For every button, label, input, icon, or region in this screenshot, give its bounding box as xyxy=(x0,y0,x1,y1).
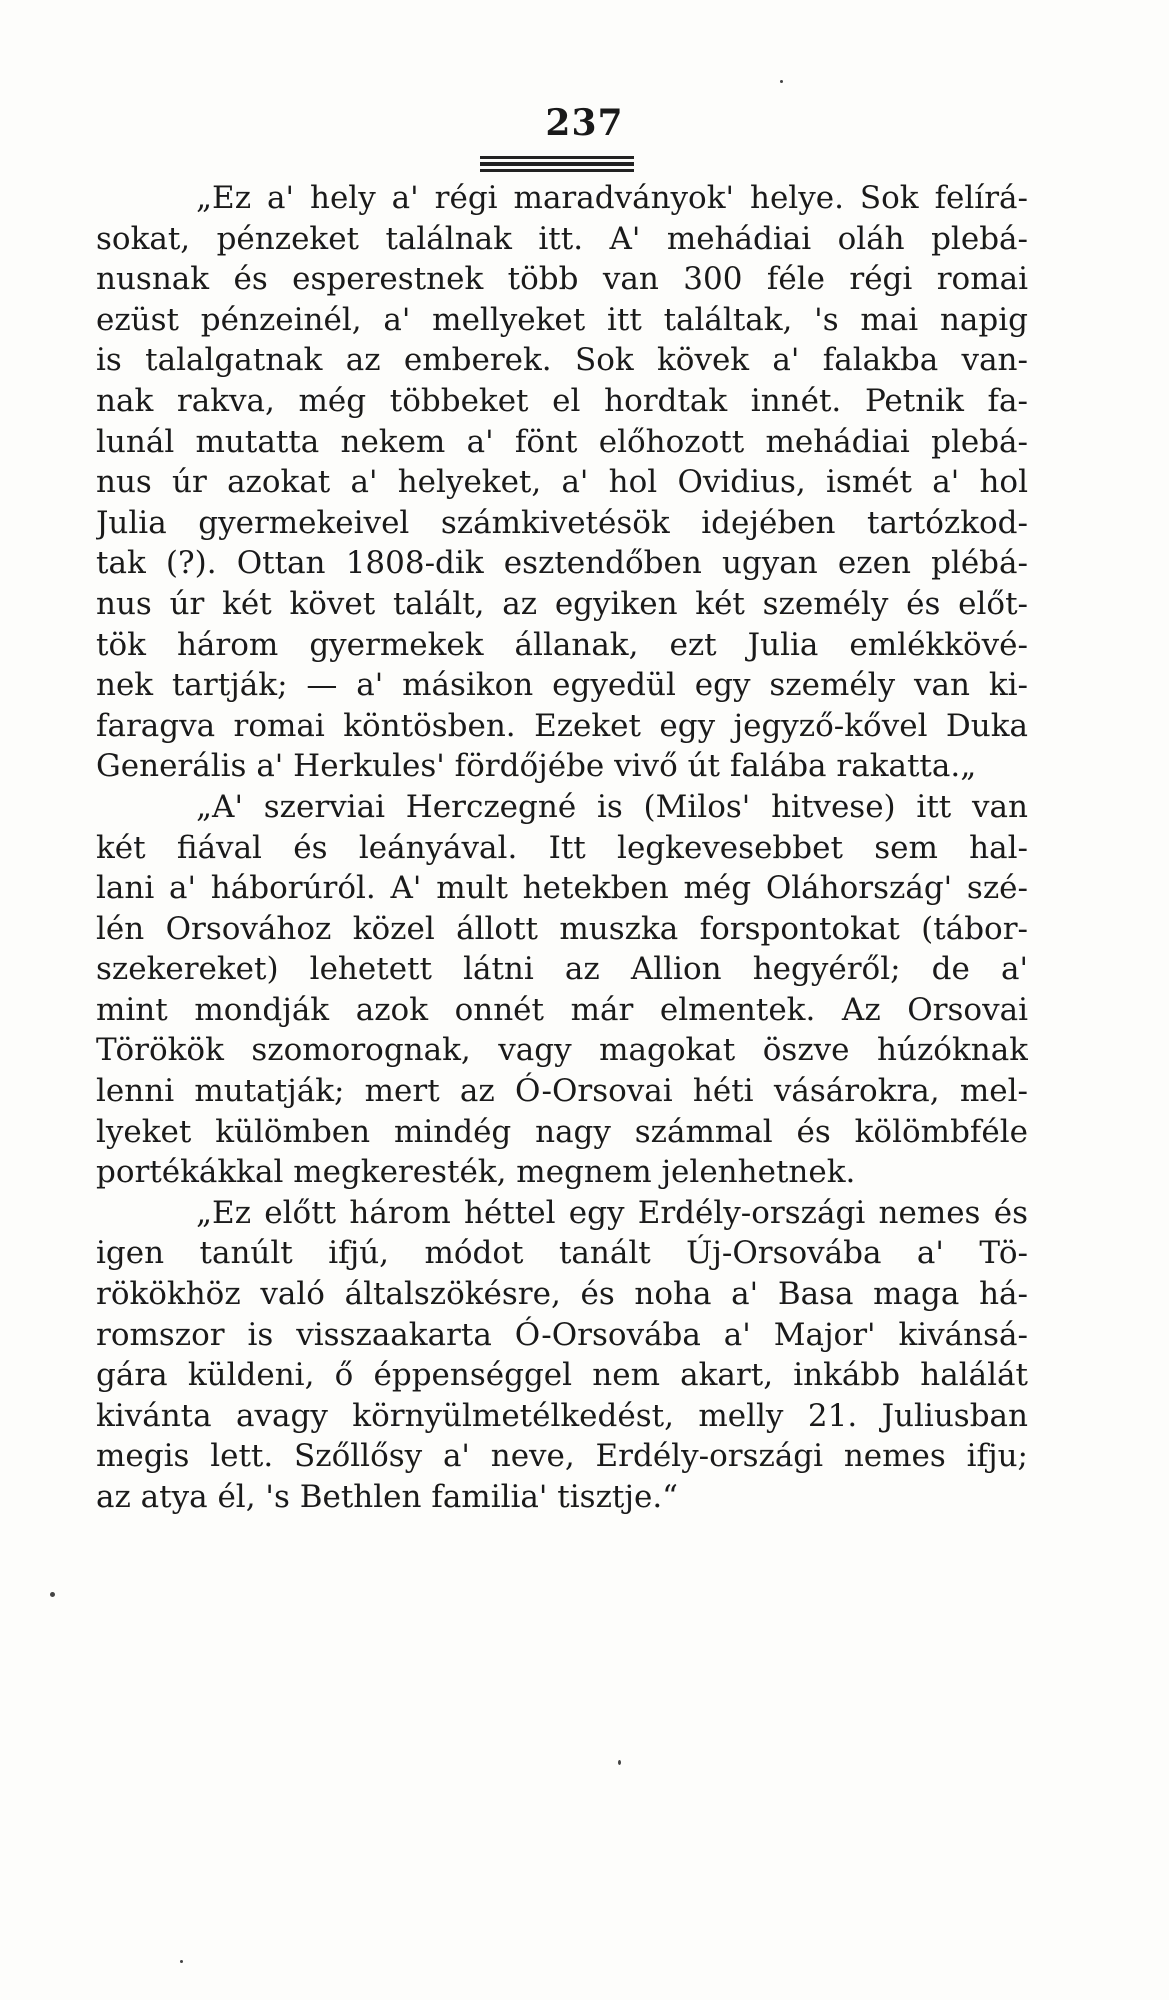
text-line: „A' szerviai Herczegné is (Milos' hitvese) itt van xyxy=(196,788,1028,825)
text-line: tök három gyermekek állanak, ezt Julia emlékkövé- xyxy=(96,626,1028,663)
text-line: Generális a' Herkules' fördőjébe vivő út falába rakatta.„ xyxy=(96,748,977,785)
text-line: nusnak és esperestnek több van 300 féle régi romai xyxy=(96,261,1028,298)
text-line: romszor is visszaakarta Ó-Orsovába a' Major' kivánsá- xyxy=(96,1316,1028,1353)
text-line: lani a' háborúról. A' mult hetekben még Oláhország' szé- xyxy=(96,870,1028,907)
page-number: 237 xyxy=(545,102,624,144)
body-text xyxy=(96,178,1028,1518)
text-line: gára küldeni, ő éppenséggel nem akart, inkább halálát xyxy=(96,1357,1028,1394)
text-line: faragva romai köntösben. Ezeket egy jegyző-kővel Duka xyxy=(96,707,1028,744)
text-line: nek tartják; — a' másikon egyedül egy személy van ki- xyxy=(96,667,1028,704)
text-line: lén Orsovához közel állott muszka forspontokat (tábor- xyxy=(96,910,1028,947)
print-speck xyxy=(618,1760,621,1765)
text-line: Törökök szomorognak, vagy magokat öszve húzóknak xyxy=(96,1032,1028,1069)
text-line: tak (?). Ottan 1808-dik esztendőben ugyan ezen plébá- xyxy=(96,545,1028,582)
text-line: nus úr két követ talált, az egyiken két személy és előt- xyxy=(96,585,1028,622)
text-line: nus úr azokat a' helyeket, a' hol Ovidius, ismét a' hol xyxy=(96,464,1028,501)
text-line: szekereket) lehetett látni az Allion hegyéről; de a' xyxy=(96,951,1028,988)
text-line: ezüst pénzeinél, a' mellyeket itt találtak, 's mai napig xyxy=(96,301,1028,338)
text-line: is talalgatnak az emberek. Sok kövek a' falakba van- xyxy=(96,342,1028,379)
text-line: sokat, pénzeket találnak itt. A' mehádiai oláh plebá- xyxy=(96,220,1028,257)
text-line: lenni mutatják; mert az Ó-Orsovai héti vásárokra, mel- xyxy=(96,1073,1028,1110)
text-line: nak rakva, még többeket el hordtak innét. Petnik fa- xyxy=(96,382,1028,419)
text-line: portékákkal megkeresték, megnem jelenhetnek. xyxy=(96,1154,856,1191)
text-line: lyeket külömben mindég nagy számmal és kölömbféle xyxy=(96,1113,1028,1150)
text-line: kivánta avagy környülmetélkedést, melly 21. Juliusban xyxy=(96,1397,1028,1434)
text-line: igen tanúlt ifjú, módot tanált Új-Orsovába a' Tö- xyxy=(96,1235,1028,1272)
text-line: az atya él, 's Bethlen familia' tisztje.“ xyxy=(96,1479,679,1515)
text-line: megis lett. Szőllősy a' neve, Erdély-országi nemes ifju; xyxy=(96,1438,1028,1475)
text-line: rökökhöz való általszökésre, és noha a' Basa maga há- xyxy=(96,1276,1028,1313)
text-line: „Ez előtt három héttel egy Erdély-országi nemes és xyxy=(196,1194,1028,1231)
print-speck xyxy=(180,1960,183,1963)
text-line: mint mondják azok onnét már elmentek. Az Orsovai xyxy=(96,991,1028,1028)
text-line: lunál mutatta nekem a' fönt előhozott mehádiai plebá- xyxy=(96,423,1028,460)
text-line: „Ez a' hely a' régi maradványok' helye. Sok felírá- xyxy=(196,180,1028,216)
print-speck xyxy=(780,80,783,83)
print-speck xyxy=(50,1592,55,1597)
text-line: két fiával és leányával. Itt legkevesebbet sem hal- xyxy=(96,829,1028,866)
text-line: Julia gyermekeivel számkivetésök idejében tartózkod- xyxy=(96,504,1028,541)
